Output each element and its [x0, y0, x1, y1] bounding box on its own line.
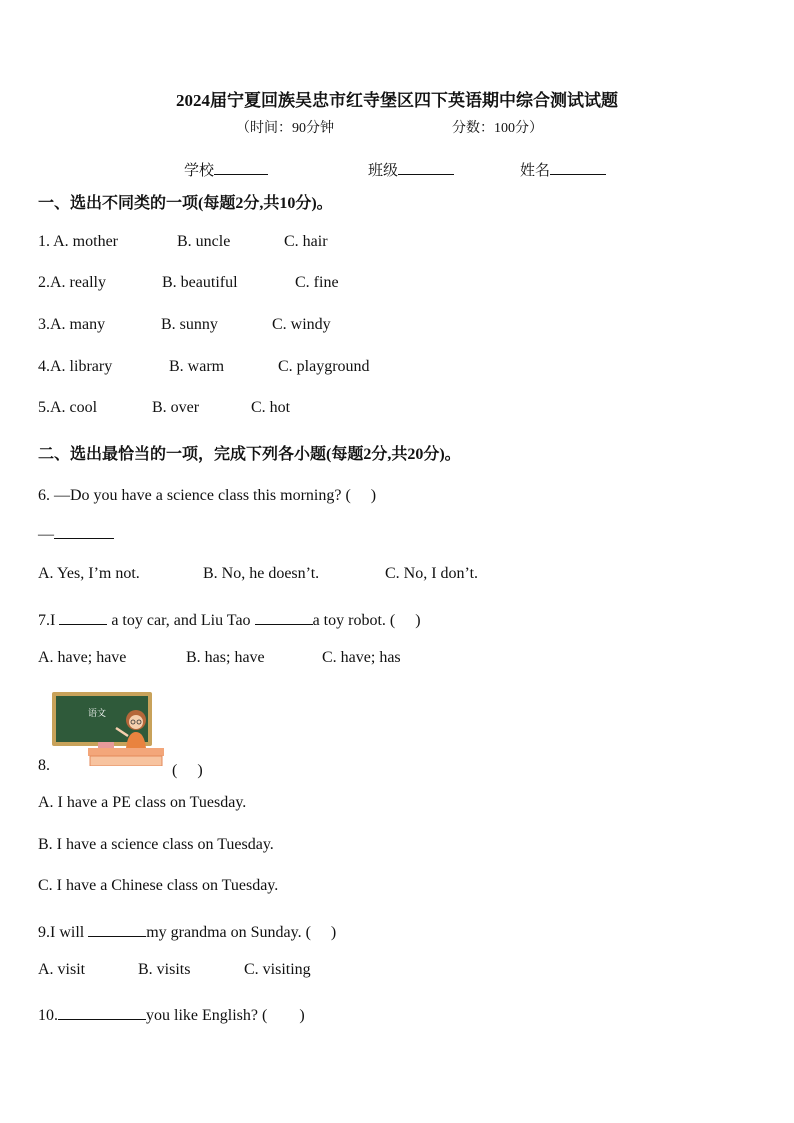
desk-top: [88, 748, 164, 756]
option-a: A. have; have: [38, 649, 127, 666]
question-7-stem: 7.I a toy car, and Liu Tao a toy robot. ( ): [38, 612, 421, 629]
option-c: C. hot: [251, 399, 291, 416]
option-c: C. hair: [284, 233, 328, 250]
option-b: B. sunny: [161, 316, 218, 333]
option-c: C. have; has: [322, 649, 401, 666]
class-blank: [398, 160, 454, 175]
question-6-options: [38, 565, 479, 583]
question-6-reply: —: [38, 524, 114, 544]
question-5: 5.A. cool B. over C. hot: [38, 399, 291, 416]
question-8-option-c: C. I have a Chinese class on Tuesday.: [38, 877, 279, 894]
name-field: [520, 159, 606, 180]
answer-blank: [58, 1005, 146, 1020]
class-label: 班级: [368, 163, 399, 179]
answer-blank: [54, 524, 114, 539]
question-1: 1. A. mother B. uncle C. hair: [38, 233, 328, 250]
option-c: C. fine: [295, 274, 339, 291]
question-6-stem: 6. —Do you have a science class this morning? ( ): [38, 487, 377, 504]
teacher-blackboard-illustration: [52, 692, 164, 766]
option-b: B. over: [152, 399, 200, 416]
option-a: A. many: [50, 316, 106, 333]
option-a: A. library: [50, 358, 113, 375]
option-a: A. visit: [38, 961, 86, 978]
option-b: B. uncle: [177, 233, 231, 250]
time-info: （时间：90分钟: [236, 121, 334, 136]
answer-blank: [88, 922, 146, 937]
option-b: B. No, he doesn’t.: [203, 565, 320, 582]
section2-heading: 二、选出最恰当的一项，完成下列各小题(每题2分,共20分)。: [38, 446, 461, 463]
question-9-stem: 9.I will my grandma on Sunday. ( ): [38, 924, 337, 941]
option-a: A. really: [50, 274, 106, 291]
page-title: 2024届宁夏回族吴忠市红寺堡区四下英语期中综合测试试题: [176, 91, 618, 110]
section1-heading: 一、选出不同类的一项(每题2分,共10分)。: [38, 195, 333, 212]
question-2: 2.A. really B. beautiful C. fine: [38, 274, 339, 291]
school-field: [184, 159, 268, 180]
question-9-options: [38, 961, 311, 979]
school-blank: [214, 160, 268, 175]
option-a: A. Yes, I’m not.: [38, 565, 140, 582]
option-c: C. visiting: [244, 961, 311, 978]
option-c: C. playground: [278, 358, 370, 375]
desk-front: [90, 756, 162, 766]
name-blank: [550, 160, 606, 175]
question-8-paren: ( ): [172, 762, 203, 779]
school-label: 学校: [184, 163, 215, 179]
name-label: 姓名: [520, 163, 551, 179]
question-8-option-b: B. I have a science class on Tuesday.: [38, 836, 274, 853]
option-c: C. windy: [272, 316, 331, 333]
answer-blank: [59, 610, 107, 625]
question-8-num: 8.: [38, 757, 50, 774]
question-4: 4.A. library B. warm C. playground: [38, 358, 370, 375]
board-text: 语文: [88, 709, 107, 719]
class-field: [368, 159, 454, 180]
question-8-option-a: A. I have a PE class on Tuesday.: [38, 794, 247, 811]
question-7-options: [38, 649, 401, 667]
eraser: [98, 742, 114, 748]
option-b: B. beautiful: [162, 274, 238, 291]
question-3: 3.A. many B. sunny C. windy: [38, 316, 331, 333]
option-a: A. cool: [50, 399, 98, 416]
score-info: 分数：100分）: [452, 121, 543, 136]
option-c: C. No, I don’t.: [385, 565, 479, 582]
question-10-stem: 10. you like English? ( ): [38, 1007, 305, 1024]
answer-blank: [255, 610, 313, 625]
option-b: B. visits: [138, 961, 191, 978]
option-b: B. has; have: [186, 649, 265, 666]
option-a: A. mother: [53, 233, 118, 250]
option-b: B. warm: [169, 358, 225, 375]
